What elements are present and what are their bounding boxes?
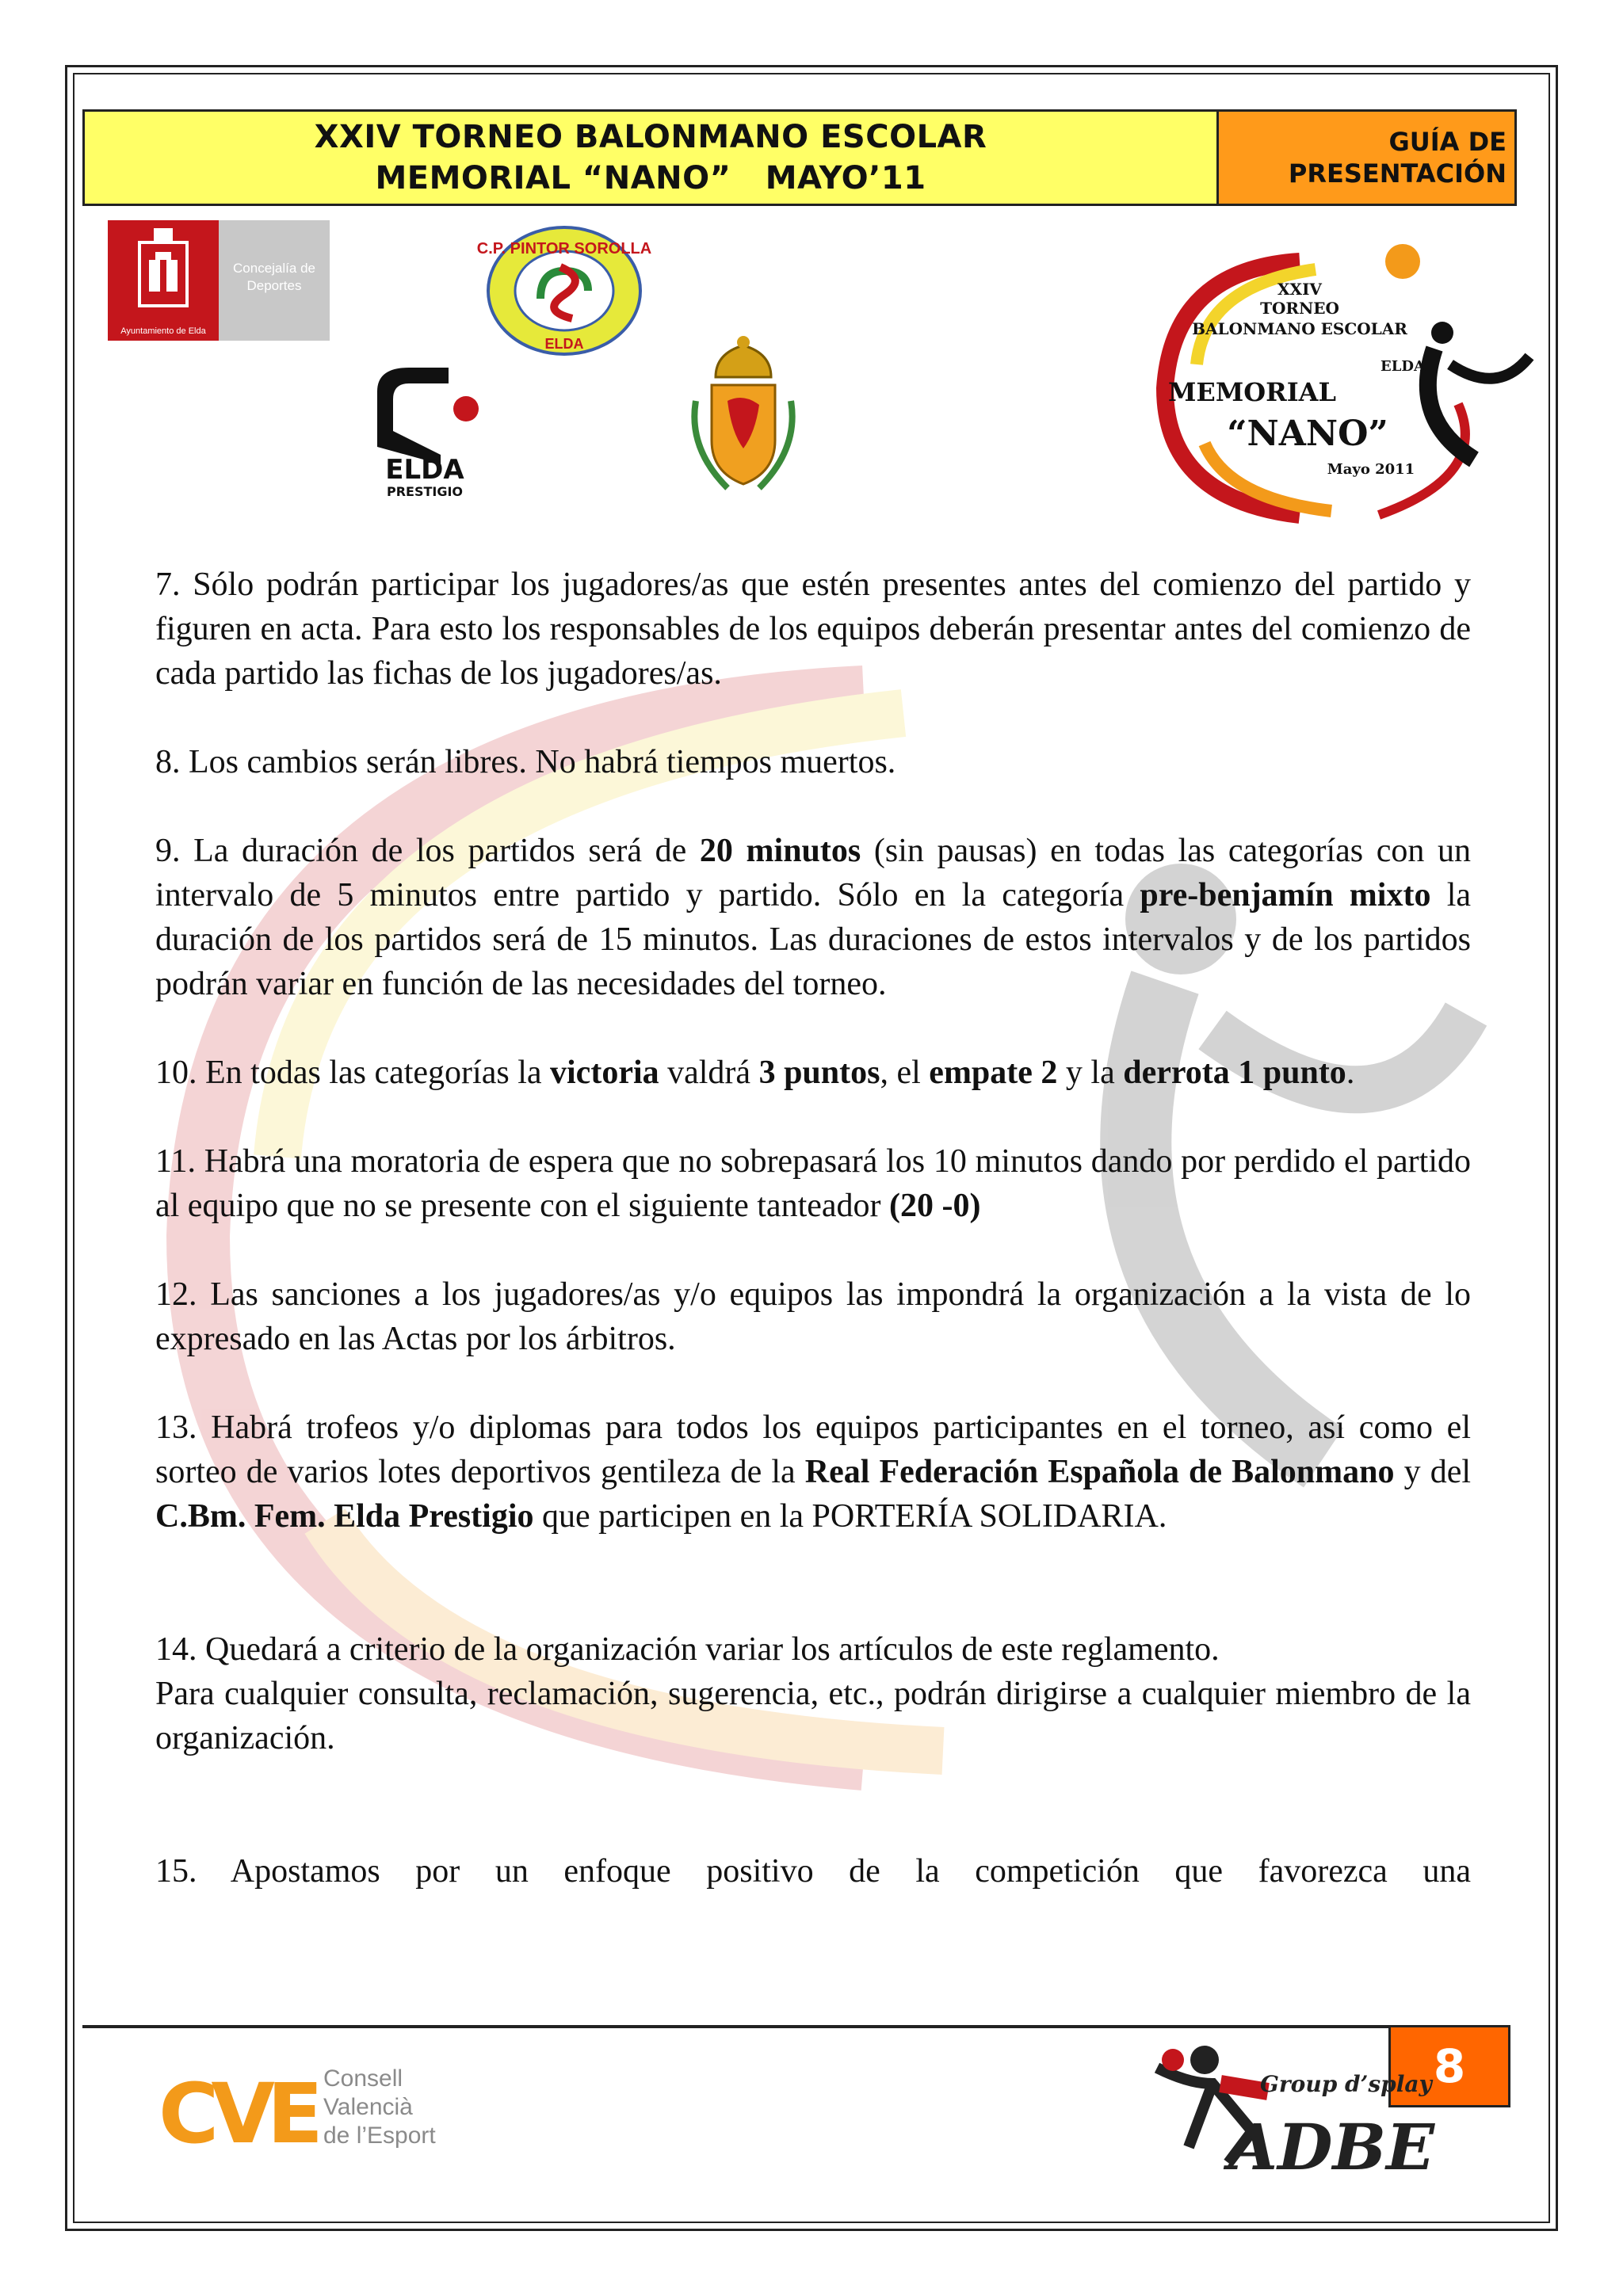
cve-mark-icon <box>158 2063 317 2162</box>
elda-prestigio-logo <box>361 360 488 499</box>
pintor-sorolla-text: C.P. PINTOR SOROLLA <box>476 240 652 257</box>
memorial-nano-emblem-icon <box>1141 238 1537 529</box>
p11-bold-score: (20 -0) <box>889 1188 981 1224</box>
p9-text-a: 9. La duración de los partidos será de <box>155 833 700 869</box>
header-side-line1: GUÍA DE <box>1388 127 1507 157</box>
header-title-line1: XXIV TORNEO BALONMANO ESCOLAR <box>314 119 987 155</box>
cve-text <box>323 2065 436 2150</box>
paragraph-14-line2: Para cualquier consulta, reclamación, sugerencia, etc., podrán dirigirse a cualquier miembro de la organización. <box>155 1676 1471 1756</box>
torneo-line1: XXIV <box>1277 280 1322 299</box>
paragraph-8: 8. Los cambios serán libres. No habrá tiempos muertos. <box>155 744 896 780</box>
p10-bold-derrota: derrota 1 punto <box>1123 1055 1346 1091</box>
cve-line2: Valencià <box>323 2094 413 2120</box>
p13-bold-club: C.Bm. Fem. Elda Prestigio <box>155 1498 534 1535</box>
coat-of-arms-icon <box>680 330 807 504</box>
document-header <box>82 109 1517 206</box>
torneo-line6: “NANO” <box>1227 414 1388 454</box>
paragraph-13 <box>155 1405 1471 1539</box>
p9-bold-duration: 20 minutos <box>699 833 861 869</box>
adbe-name-text: ADBE <box>1228 2110 1435 2184</box>
elda-coat-of-arms-logo <box>680 330 807 504</box>
p11-text-a: 11. Habrá una moratoria de espera que no sobrepasará los 10 minutos dando por perdido el partido al equipo que no se presente con el siguiente tanteador <box>155 1143 1471 1224</box>
cve-mark-text: CVE <box>158 2065 315 2162</box>
torneo-line7: Mayo 2011 <box>1327 461 1415 478</box>
p9-bold-category: pre-benjamín mixto <box>1140 877 1431 913</box>
torneo-memorial-nano-logo <box>1141 238 1537 529</box>
concejalia-footer-text: Ayuntamiento de Elda <box>120 326 206 336</box>
p13-text-c: y del <box>1394 1454 1471 1490</box>
adbe-logo <box>1141 2036 1435 2184</box>
p10-text-i: . <box>1346 1055 1355 1091</box>
paragraph-15: 15. Apostamos por un enfoque positivo de la competición que favorezca una <box>155 1853 1471 1890</box>
footer-rule <box>82 2025 1392 2028</box>
p10-text-g: y la <box>1057 1055 1124 1091</box>
pintor-sorolla-badge-icon <box>476 223 652 358</box>
paragraph-9 <box>155 829 1471 1006</box>
p13-bold-federation: Real Federación Española de Balonmano <box>804 1454 1395 1490</box>
concejalia-text <box>227 260 322 295</box>
torneo-line2: TORNEO <box>1260 299 1339 318</box>
pintor-sorolla-logo <box>476 223 652 358</box>
p10-text-a: 10. En todas las categorías la <box>155 1055 551 1091</box>
torneo-line5: MEMORIAL <box>1168 377 1336 407</box>
paragraph-14-line1: 14. Quedará a criterio de la organización variar los artículos de este reglamento. <box>155 1631 1220 1668</box>
torneo-line3: BALONMANO ESCOLAR <box>1192 319 1407 338</box>
pintor-sorolla-city: ELDA <box>544 336 584 352</box>
header-side-line2: PRESENTACIÓN <box>1288 158 1507 189</box>
regulation-content <box>155 563 1471 1894</box>
p10-bold-3-puntos: 3 puntos <box>758 1055 880 1091</box>
adbe-group-text: Group d’splay <box>1260 2071 1432 2097</box>
p10-text-c: valdrá <box>659 1055 759 1091</box>
elda-crest-icon <box>108 220 219 341</box>
cve-logo <box>158 2063 317 2162</box>
p13-text-e: que participen en la PORTERÍA SOLIDARIA. <box>533 1498 1167 1535</box>
p10-text-e: , el <box>880 1055 930 1091</box>
paragraph-10 <box>155 1051 1471 1095</box>
page-number-box: 8 <box>1388 2025 1510 2107</box>
elda-prestigio-mark-icon <box>361 360 488 499</box>
elda-prestigio-sub: PRESTIGIO <box>386 484 464 499</box>
header-title-line2: MEMORIAL “NANO” MAYO’11 <box>375 160 926 196</box>
cve-line1: Consell <box>323 2065 403 2092</box>
elda-prestigio-name: ELDA <box>385 454 464 486</box>
paragraph-12: 12. Las sanciones a los jugadores/as y/o equipos las impondrá la organización a la vista de lo expresado en las Actas por los árbitros. <box>155 1276 1471 1357</box>
p10-bold-empate: empate 2 <box>929 1055 1058 1091</box>
p10-bold-victoria: victoria <box>550 1055 659 1091</box>
adbe-handball-player-icon <box>1141 2036 1435 2184</box>
cve-line3: de l’Esport <box>323 2122 436 2149</box>
p9-text-c: (sin pausas) en todas las categorías con un intervalo de 5 minutos entre partido y partido. Sólo en la categoría <box>155 833 1471 913</box>
concejalia-deportes-logo <box>108 220 330 341</box>
header-title-box <box>85 112 1219 204</box>
p9-text-e: la duración de los partidos será de 15 minutos. Las duraciones de estos intervalos y de los partidos podrán variar en función de las necesidades del torneo. <box>155 877 1471 1002</box>
concejalia-red-panel <box>108 220 219 341</box>
concejalia-line1: Concejalía de <box>233 261 315 276</box>
paragraph-11 <box>155 1139 1471 1228</box>
torneo-line4: ELDA <box>1381 358 1425 375</box>
p13-text-a: 13. Habrá trofeos y/o diplomas para todos los equipos participantes en el torneo, así como el sorteo de varios lotes deportivos gentileza de la <box>155 1409 1471 1490</box>
paragraph-7: 7. Sólo podrán participar los jugadores/as que estén presentes antes del comienzo del partido y figuren en acta. Para esto los responsables de los equipos deberán presentar antes del comienzo de cada partido las fichas de los jugadores/as. <box>155 566 1471 692</box>
concejalia-line2: Deportes <box>246 278 302 293</box>
header-side-box <box>1219 112 1514 204</box>
